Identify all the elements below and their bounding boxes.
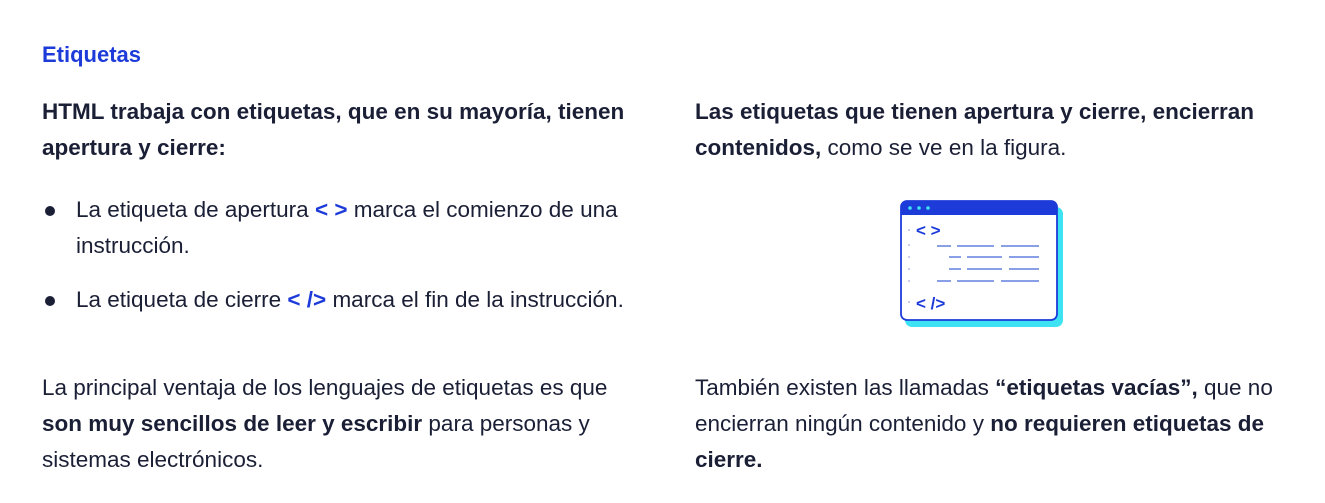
figure-close-tag: < /> <box>916 294 946 313</box>
list-item <box>42 192 652 264</box>
right-para-before: También existen las llamadas <box>695 375 996 400</box>
bullet-text-before: La etiqueta de cierre <box>76 287 288 312</box>
right-para-bold-empty-tags: “etiquetas vacías”, <box>995 375 1198 400</box>
list-item <box>42 282 652 318</box>
code-window-illustration <box>899 199 1065 329</box>
window-title-bar <box>901 201 1057 215</box>
right-paragraph <box>695 370 1305 478</box>
left-lead: HTML trabaja con etiquetas, que en su mayoría, tienen apertura y cierre: <box>42 99 625 160</box>
tag-bullet-list <box>42 192 652 318</box>
code-window-icon <box>899 199 1065 329</box>
window-dot-icon <box>917 206 921 210</box>
bullet-text-before: La etiqueta de apertura <box>76 197 315 222</box>
right-para-middle: que no encierran ningún contenido y <box>695 375 1273 436</box>
bullet-text-after: marca el comienzo de una instrucción. <box>76 197 618 258</box>
right-lead <box>695 94 1305 166</box>
window-dot-icon <box>908 206 912 210</box>
bullet-dot-icon <box>45 206 55 216</box>
open-tag-code: < > <box>314 197 348 222</box>
left-para-after: para personas y sistemas electrónicos. <box>42 411 590 472</box>
left-column <box>42 94 652 336</box>
bullet-text-after: marca el fin de la instrucción. <box>326 287 624 312</box>
left-paragraph <box>42 370 642 478</box>
figure-open-tag: < > <box>916 221 941 240</box>
section-title: Etiquetas <box>42 42 142 67</box>
right-column <box>695 94 1305 166</box>
window-dot-icon <box>926 206 930 210</box>
left-para-bold: son muy sencillos de leer y escribir <box>42 411 423 436</box>
left-para-before: La principal ventaja de los lenguajes de etiquetas es que <box>42 375 608 400</box>
close-tag-code: < /> <box>287 287 327 312</box>
bullet-dot-icon <box>45 296 55 306</box>
right-lead-bold: Las etiquetas que tienen apertura y cierre, encierran contenidos, <box>695 99 1254 160</box>
right-lead-normal: como se ve en la figura. <box>821 135 1067 160</box>
right-para-bold-no-close: no requieren etiquetas de cierre. <box>695 411 1265 472</box>
